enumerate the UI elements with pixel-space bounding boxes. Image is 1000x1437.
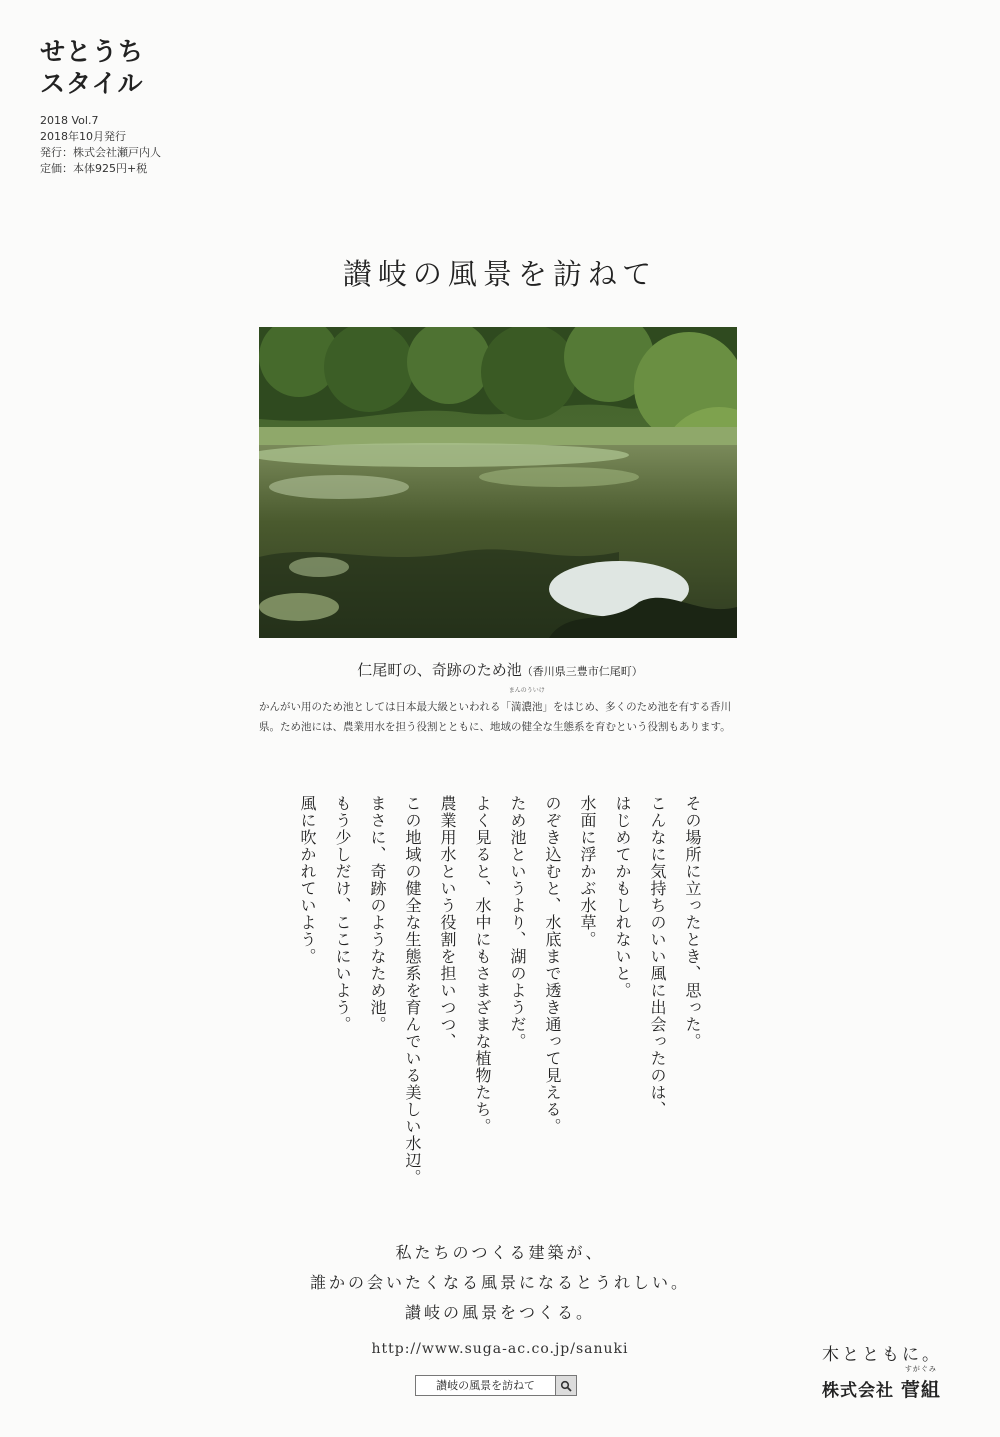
search-box[interactable] bbox=[415, 1375, 577, 1396]
poem-line: 風に吹かれていよう。 bbox=[298, 795, 317, 965]
ad-headline: 讃岐の風景を訪ねて bbox=[342, 257, 658, 291]
vertical-poem bbox=[290, 795, 710, 1215]
poem-line: まさに、奇跡のようなため池。 bbox=[368, 795, 387, 1033]
company-name bbox=[900, 1365, 941, 1402]
company-name-ruby: すがぐみ bbox=[904, 1365, 937, 1373]
magazine-title-line2: スタイル bbox=[40, 69, 144, 98]
search-icon bbox=[560, 1380, 572, 1392]
magazine-title bbox=[40, 36, 144, 100]
search-button[interactable] bbox=[555, 1376, 576, 1395]
caption-term-text: 満濃池 bbox=[511, 701, 543, 713]
caption-body-before: かんがい用のため池としては日本最大級といわれる「 bbox=[259, 701, 511, 713]
caption-title-text: 仁尾町の、奇跡のため池 bbox=[357, 661, 522, 679]
meta-price: 定価：本体925円+税 bbox=[40, 162, 148, 175]
poem-line: もう少しだけ、ここにいよう。 bbox=[333, 795, 352, 1033]
poem-line: のぞき込むと、水底まで透き通って見える。 bbox=[543, 795, 562, 1135]
brand-company bbox=[822, 1365, 941, 1402]
caption-term bbox=[508, 687, 545, 717]
tagline-line: 私たちのつくる建築が、 bbox=[395, 1243, 605, 1262]
poem-line: ため池というより、湖のようだ。 bbox=[508, 795, 527, 1050]
caption-body-after: 」をはじめ、多くのため池を有する香川県。ため池には、農業用水を担う役割とともに、地域の健全な生態系を育むという役割もあります。 bbox=[259, 701, 732, 733]
pond-photo bbox=[259, 327, 737, 638]
tagline-line: 讃岐の風景をつくる。 bbox=[404, 1303, 595, 1322]
meta-volume: 2018 Vol.7 bbox=[40, 114, 99, 127]
company-name-text: 菅組 bbox=[900, 1379, 941, 1401]
poem-line: こんなに気持ちのいい風に出会ったのは、 bbox=[648, 795, 667, 1118]
poem-line: 水面に浮かぶ水草。 bbox=[578, 795, 597, 948]
meta-publisher: 発行：株式会社瀬戸内人 bbox=[40, 146, 161, 159]
magazine-meta bbox=[40, 113, 161, 177]
poem-line: 農業用水という役割を担いつつ、 bbox=[438, 795, 457, 1050]
caption-title bbox=[0, 659, 1000, 680]
brand-slogan: 木とともに。 bbox=[822, 1345, 942, 1365]
poem-line: よく見ると、水中にもさまざまな植物たち。 bbox=[473, 795, 492, 1135]
poem-line: この地域の健全な生態系を育んでいる美しい水辺。 bbox=[403, 795, 422, 1186]
website-url: http://www.suga-ac.co.jp/sanuki bbox=[371, 1341, 629, 1357]
poem-line: はじめてかもしれないと。 bbox=[613, 795, 632, 999]
company-prefix: 株式会社 bbox=[822, 1381, 894, 1401]
search-query[interactable]: 讃岐の風景を訪ねて bbox=[436, 1379, 535, 1392]
tagline-line: 誰かの会いたくなる風景になるとうれしい。 bbox=[309, 1273, 690, 1292]
meta-issue-date: 2018年10月発行 bbox=[40, 130, 126, 143]
tagline bbox=[0, 1238, 1000, 1328]
magazine-title-line1: せとうち bbox=[40, 37, 145, 66]
caption-term-ruby: まんのういけ bbox=[508, 687, 545, 694]
caption-location: （香川県三豊市仁尾町） bbox=[521, 665, 643, 678]
poem-line: その場所に立ったとき、思った。 bbox=[683, 795, 702, 1050]
caption-body bbox=[259, 687, 749, 737]
